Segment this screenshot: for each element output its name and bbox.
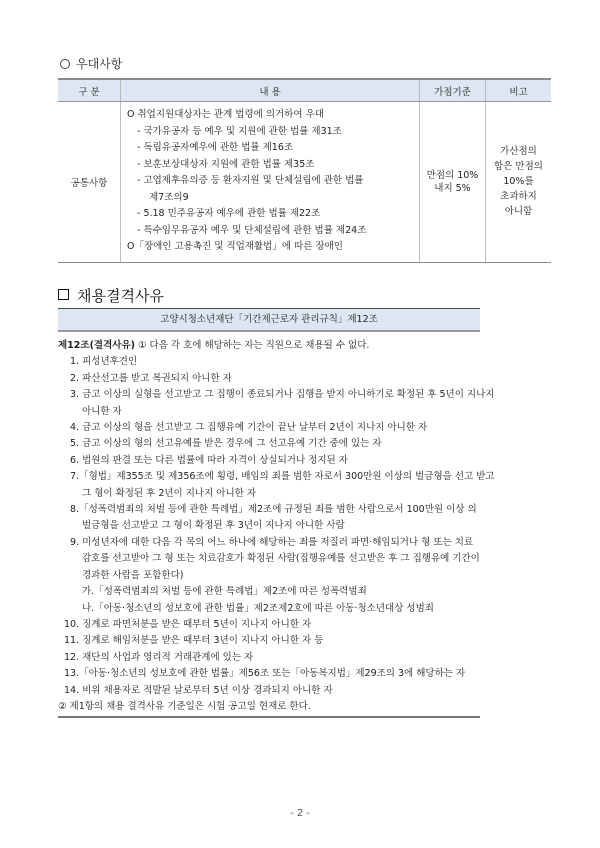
header-score: 가점기준	[420, 79, 486, 102]
content-line: 제7조의9	[149, 191, 189, 203]
preference-table	[58, 78, 551, 263]
content-line: O「장애인 고용촉진 및 직업재활법」에 따른 장애인	[127, 241, 343, 252]
regulation-banner: 고양시청소년재단「기간제근로자 관리규칙」제12조	[58, 308, 480, 332]
list-item: 11. 징계로 해임처분을 받은 때부터 3년이 지나지 아니한 자 등	[64, 635, 324, 647]
list-item: 3. 금고 이상의 실형을 선고받고 그 집행이 종료되거나 집행을 받지 아니하기로 확정된 후 5년이 지나지	[70, 389, 495, 401]
header-note: 비고	[486, 79, 552, 102]
note-cell: 가산점의 합은 만점의 10%를 초과하지 아니함	[486, 102, 552, 263]
list-item-continuation: 경과한 사람을 포함한다)	[82, 569, 184, 581]
list-item: 1. 피성년후견인	[70, 356, 138, 368]
list-item: 10. 징계로 파면처분을 받은 때부터 5년이 지나지 아니한 자	[64, 618, 312, 630]
article-heading: 제12조(결격사유)	[58, 340, 135, 351]
list-item: 7.「형법」제355조 및 제356조에 횡령, 배임의 죄를 범한 자로서 300만원 이상의 벌금형을 선고 받고	[70, 471, 495, 483]
list-item-continuation: 벌금형을 선고받고 그 형이 확정된 후 3년이 지나지 아니한 사람	[82, 520, 345, 532]
disqualification-title: 채용결격사유	[58, 285, 164, 306]
list-item: 12. 재단의 사업과 영리적 거래관계에 있는 자	[64, 651, 254, 663]
category-cell: 공통사항	[58, 102, 121, 263]
paragraph-2: ② 제1항의 채용 결격사유 기준일은 시험 공고일 현재로 한다.	[58, 700, 311, 712]
header-category: 구 분	[58, 79, 121, 102]
content-cell	[121, 102, 420, 263]
list-item: 4. 금고 이상의 형을 선고받고 그 집행유예 기간이 끝난 날부터 2년이 지나지 아니한 자	[70, 422, 428, 434]
list-item-continuation: 아니한 자	[82, 405, 122, 417]
header-content: 내 용	[121, 79, 420, 102]
square-bullet-icon	[58, 289, 69, 300]
section-divider	[58, 716, 480, 718]
circle-bullet-icon	[60, 59, 70, 69]
list-item: 14. 비위 채용자로 적발된 날로부터 5년 이상 경과되지 아니한 자	[64, 684, 333, 696]
list-item-continuation: 감호를 선고받아 그 형 또는 치료감호가 확정된 사람(집행유예를 선고받은 후 그 집행유예 기간이	[82, 553, 480, 565]
content-line: - 독립유공자예우에 관한 법률 제16조	[137, 142, 294, 153]
table-row	[58, 102, 551, 263]
list-item: 5. 금고 이상의 형의 선고유예를 받은 경우에 그 선고유예 기간 중에 있는 자	[70, 438, 382, 450]
list-item: 8.「성폭력범죄의 처벌 등에 관한 특례법」제2조에 규정된 죄를 범한 사람으로서 100만원 이상 의	[70, 504, 477, 516]
preference-heading: 우대사항	[60, 55, 122, 72]
content-line: - 국가유공자 등 예우 및 지원에 관한 법률 제31조	[137, 125, 342, 137]
content-line: O 취업지원대상자는 관계 법령에 의거하여 우대	[127, 109, 324, 120]
sub-list-item: 나.「아동·청소년의 성보호에 관한 법률」제2조제2호에 따른 아동·청소년대상 성범죄	[82, 602, 434, 614]
list-item: 2. 파산선고를 받고 복권되지 아니한 자	[70, 372, 232, 384]
content-line: - 보훈보상대상자 지원에 관한 법률 제35조	[137, 158, 315, 170]
page-number: - 2 -	[290, 808, 310, 819]
score-cell: 만점의 10% 내지 5%	[420, 102, 486, 263]
content-line: - 5.18 민주유공자 예우에 관한 법률 제22조	[137, 208, 321, 219]
article-intro: 제12조(결격사유) ① 다음 각 호에 해당하는 자는 직원으로 채용될 수 없다.	[58, 340, 370, 351]
sub-list-item: 가.「성폭력범죄의 처벌 등에 관한 특례법」제2조에 따른 성폭력범죄	[82, 586, 367, 598]
list-item: 9. 미성년자에 대한 다음 각 목의 어느 하나에 해당하는 죄를 저질러 파면·해임되거나 형 또는 치료	[70, 536, 474, 548]
content-line: - 특수임무유공자 예우 및 단체설립에 관한 법률 제24조	[137, 224, 367, 236]
content-line: - 고엽제후유의증 등 환자지원 및 단체설립에 관한 법률	[137, 175, 364, 186]
list-item-continuation: 그 형이 확정된 후 2년이 지나지 아니한 자	[82, 487, 257, 499]
table-header-row	[58, 79, 551, 102]
list-item: 13.「아동·청소년의 성보호에 관한 법률」제56조 또는「아동복지법」제29조의 3에 해당하는 자	[64, 668, 466, 680]
article-body	[58, 338, 542, 715]
list-item: 6. 법원의 판결 또는 다른 법률에 따라 자격이 상실되거나 정지된 자	[70, 454, 348, 466]
